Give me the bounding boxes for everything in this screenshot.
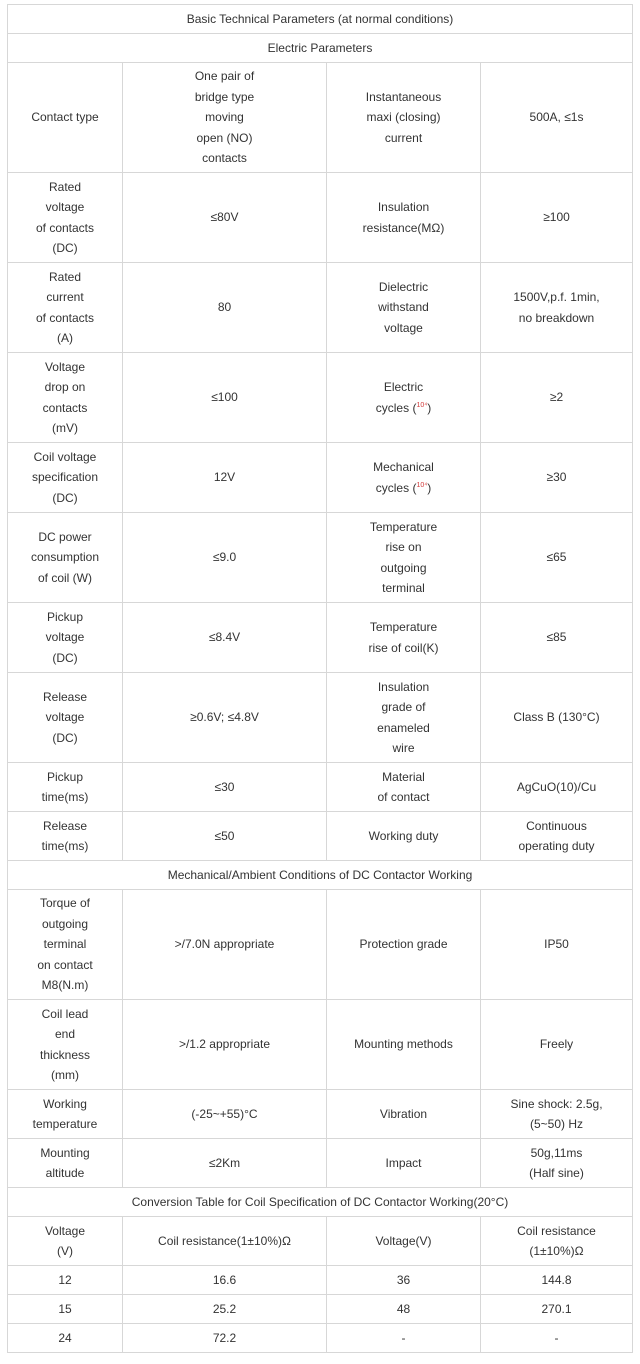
table-row (8, 763, 633, 812)
param-name: Contact type (8, 63, 123, 173)
param-value: 50g,11ms (Half sine) (481, 1139, 633, 1188)
param-name: Release time(ms) (8, 812, 123, 861)
param-name: Material of contact (327, 763, 481, 812)
param-name: Temperature rise on outgoing terminal (327, 513, 481, 603)
param-name-line2: cycles ( (375, 400, 417, 415)
table-row (8, 1266, 633, 1295)
param-value: (-25~+55)°C (123, 1090, 327, 1139)
section-header-row (8, 34, 633, 63)
table-cell: 144.8 (481, 1266, 633, 1295)
param-value: ≤8.4V (123, 603, 327, 673)
param-value: 12V (123, 443, 327, 513)
table-row (8, 673, 633, 763)
param-value: ≥2 (481, 353, 633, 443)
param-name-line1: Mechanical (373, 460, 434, 474)
param-name: Voltage drop on contacts (mV) (8, 353, 123, 443)
param-name: Working temperature (8, 1090, 123, 1139)
param-value: ≤30 (123, 763, 327, 812)
table-cell: 16.6 (123, 1266, 327, 1295)
column-header: Coil resistance(1±10%)Ω (123, 1217, 327, 1266)
table-row (8, 890, 633, 1000)
param-value: 1500V,p.f. 1min, no breakdown (481, 263, 633, 353)
param-name: Pickup time(ms) (8, 763, 123, 812)
table-row (8, 1295, 633, 1324)
param-name: Coil lead end thickness (mm) (8, 1000, 123, 1090)
column-header: Coil resistance (1±10%)Ω (481, 1217, 633, 1266)
title-row (8, 5, 633, 34)
param-name: Rated voltage of contacts (DC) (8, 173, 123, 263)
param-name: Insulation grade of enameled wire (327, 673, 481, 763)
column-header-row (8, 1217, 633, 1266)
param-value: >/1.2 appropriate (123, 1000, 327, 1090)
param-name: Torque of outgoing terminal on contact M8(N.m) (8, 890, 123, 1000)
section-header-row (8, 861, 633, 890)
param-name: DC power consumption of coil (W) (8, 513, 123, 603)
table-row (8, 1324, 633, 1353)
table-row (8, 1000, 633, 1090)
param-value: Sine shock: 2.5g, (5~50) Hz (481, 1090, 633, 1139)
param-name-line2: cycles ( (375, 480, 417, 495)
param-value: Continuous operating duty (481, 812, 633, 861)
param-value: ≤100 (123, 353, 327, 443)
param-value: >/7.0N appropriate (123, 890, 327, 1000)
param-value: IP50 (481, 890, 633, 1000)
column-header: Voltage(V) (327, 1217, 481, 1266)
electric-parameters-header: Electric Parameters (8, 34, 633, 63)
param-name: Release voltage (DC) (8, 673, 123, 763)
param-name: Mounting methods (327, 1000, 481, 1090)
param-value: One pair of bridge type moving open (NO) contacts (123, 63, 327, 173)
mechanical-conditions-header: Mechanical/Ambient Conditions of DC Contactor Working (8, 861, 633, 890)
table-row (8, 812, 633, 861)
param-value: ≤50 (123, 812, 327, 861)
param-value: ≤65 (481, 513, 633, 603)
param-value: ≤9.0 (123, 513, 327, 603)
conversion-table-header: Conversion Table for Coil Specification of DC Contactor Working(20°C) (8, 1188, 633, 1217)
table-row (8, 263, 633, 353)
table-title: Basic Technical Parameters (at normal conditions) (8, 5, 633, 34)
param-name-close: ) (427, 400, 432, 415)
section-header-row (8, 1188, 633, 1217)
param-name: Instantaneous maxi (closing) current (327, 63, 481, 173)
param-value: ≥100 (481, 173, 633, 263)
table-row (8, 443, 633, 513)
param-name (327, 443, 481, 513)
table-cell: 25.2 (123, 1295, 327, 1324)
param-name (327, 353, 481, 443)
param-name: Pickup voltage (DC) (8, 603, 123, 673)
table-cell: 12 (8, 1266, 123, 1295)
unit-superscript: 10⁴ (416, 481, 428, 489)
param-name: Rated current of contacts (A) (8, 263, 123, 353)
param-name-line1: Electric (383, 380, 424, 394)
table-row (8, 63, 633, 173)
table-row (8, 1090, 633, 1139)
table-row (8, 603, 633, 673)
param-name: Coil voltage specification (DC) (8, 443, 123, 513)
table-cell: 36 (327, 1266, 481, 1295)
table-cell: 270.1 (481, 1295, 633, 1324)
param-name: Vibration (327, 1090, 481, 1139)
table-cell: 15 (8, 1295, 123, 1324)
param-name-close: ) (427, 480, 432, 495)
param-name: Temperature rise of coil(K) (327, 603, 481, 673)
table-row (8, 173, 633, 263)
table-cell: - (327, 1324, 481, 1353)
param-value: ≥0.6V; ≤4.8V (123, 673, 327, 763)
param-value: 80 (123, 263, 327, 353)
param-name: Mounting altitude (8, 1139, 123, 1188)
table-cell: 48 (327, 1295, 481, 1324)
param-value: ≤2Km (123, 1139, 327, 1188)
table-cell: 24 (8, 1324, 123, 1353)
technical-parameters-table (7, 4, 633, 1353)
param-value: ≤85 (481, 603, 633, 673)
unit-superscript: 10⁴ (416, 401, 428, 409)
param-value: Class B (130°C) (481, 673, 633, 763)
param-value: ≤80V (123, 173, 327, 263)
param-name: Dielectric withstand voltage (327, 263, 481, 353)
param-name: Impact (327, 1139, 481, 1188)
param-value: Freely (481, 1000, 633, 1090)
param-name: Insulation resistance(MΩ) (327, 173, 481, 263)
param-value: AgCuO(10)/Cu (481, 763, 633, 812)
table-cell: - (481, 1324, 633, 1353)
column-header: Voltage (V) (8, 1217, 123, 1266)
table-row (8, 513, 633, 603)
param-value: 500A, ≤1s (481, 63, 633, 173)
table-cell: 72.2 (123, 1324, 327, 1353)
table-row (8, 353, 633, 443)
table-row (8, 1139, 633, 1188)
param-name: Working duty (327, 812, 481, 861)
param-value: ≥30 (481, 443, 633, 513)
param-name: Protection grade (327, 890, 481, 1000)
